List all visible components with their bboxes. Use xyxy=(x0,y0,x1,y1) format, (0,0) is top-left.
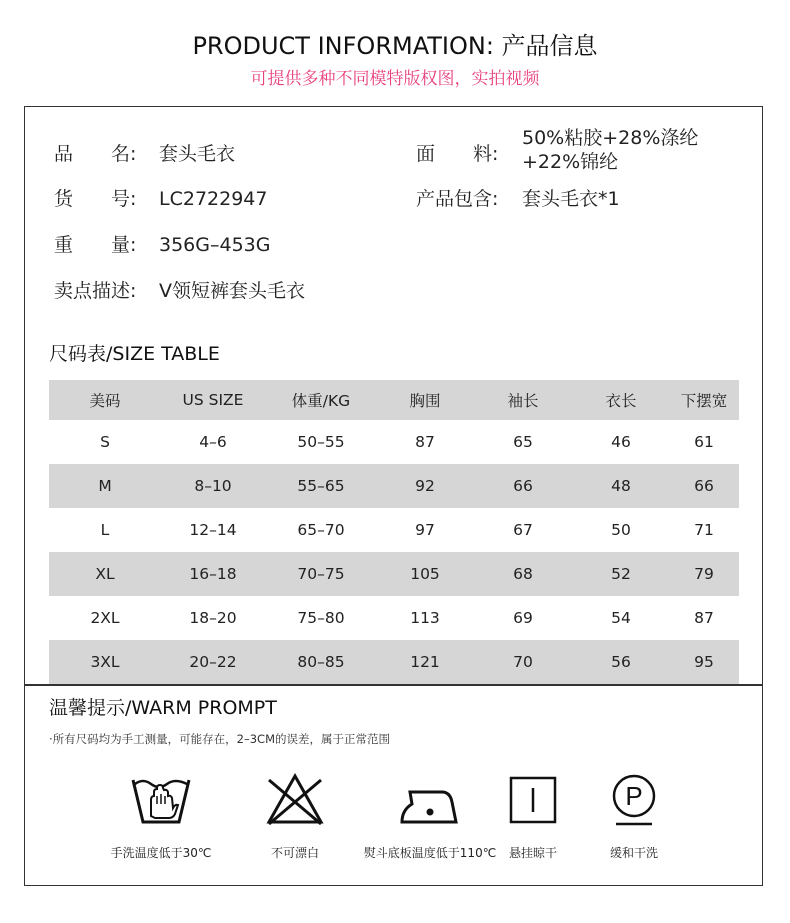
weight-value: 356G–453G xyxy=(159,234,271,256)
table-cell: 18–20 xyxy=(189,609,237,627)
table-cell: 79 xyxy=(694,565,714,583)
product-name-value: 套头毛衣 xyxy=(159,143,236,165)
table-cell: 68 xyxy=(513,565,533,583)
header-cell: 胸围 xyxy=(409,392,441,410)
table-cell: 54 xyxy=(611,609,631,627)
table-row xyxy=(49,464,739,508)
dry-clean-letter: P xyxy=(625,781,643,811)
measurement-note: ·所有尺码均为手工测量，可能存在，2–3CM的误差，属于正常范围 xyxy=(49,732,390,746)
fabric-value-line1: 50%粘胶+28%涤纶 xyxy=(522,127,699,149)
no-bleach-icon xyxy=(263,770,327,830)
table-cell: 50 xyxy=(611,521,631,539)
header-cell: 体重/KG xyxy=(291,392,351,410)
header-cell: US SIZE xyxy=(182,391,244,409)
fabric-value xyxy=(522,126,698,174)
package-label: 产品包含: xyxy=(416,188,499,210)
page-title: PRODUCT INFORMATION: 产品信息 xyxy=(192,32,598,60)
page-subtitle: 可提供多种不同模特版权图，实拍视频 xyxy=(250,69,540,89)
fabric-value-line2: +22%锦纶 xyxy=(522,151,619,173)
size-table-title: 尺码表/SIZE TABLE xyxy=(49,343,220,365)
item-number-value: LC2722947 xyxy=(159,188,268,210)
header-cell: 下摆宽 xyxy=(680,392,728,410)
table-cell: 2XL xyxy=(90,609,120,627)
table-cell: 12–14 xyxy=(189,521,237,539)
table-cell: 66 xyxy=(513,477,533,495)
care-label: 缓和干洗 xyxy=(609,846,658,860)
table-cell: 46 xyxy=(611,433,631,451)
size-table xyxy=(49,380,739,684)
table-cell: 20–22 xyxy=(189,653,237,671)
weight-row xyxy=(54,230,270,257)
header-cell: 衣长 xyxy=(605,392,637,410)
table-cell: 69 xyxy=(513,609,533,627)
warm-prompt-title: 温馨提示/WARM PROMPT xyxy=(49,697,277,719)
care-label: 熨斗底板温度低于110℃ xyxy=(363,846,497,860)
product-name-row xyxy=(54,139,235,166)
table-cell: 71 xyxy=(694,521,714,539)
table-cell: 61 xyxy=(694,433,714,451)
table-cell: 70 xyxy=(513,653,533,671)
table-cell: 105 xyxy=(410,565,440,583)
table-cell: 67 xyxy=(513,521,533,539)
table-cell: 52 xyxy=(611,565,631,583)
table-cell: S xyxy=(100,433,110,451)
table-row xyxy=(49,596,739,640)
care-label: 手洗温度低于30℃ xyxy=(110,846,212,860)
table-cell: XL xyxy=(95,565,115,583)
table-cell: 75–80 xyxy=(297,609,345,627)
selling-point-label: 卖点描述: xyxy=(54,280,137,302)
table-row xyxy=(49,552,739,596)
table-cell: 113 xyxy=(410,609,440,627)
table-cell: 65 xyxy=(513,433,533,451)
line-dry-icon xyxy=(501,770,565,830)
package-value: 套头毛衣*1 xyxy=(522,188,620,210)
table-cell: 87 xyxy=(694,609,714,627)
weight-label: 重 量: xyxy=(54,234,137,256)
table-cell: 4–6 xyxy=(199,433,227,451)
table-cell: 87 xyxy=(415,433,435,451)
table-cell: L xyxy=(100,521,110,539)
table-cell: 3XL xyxy=(90,653,120,671)
care-dry-clean xyxy=(564,770,704,861)
section-divider xyxy=(24,684,763,686)
table-cell: 121 xyxy=(410,653,440,671)
header-cell: 袖长 xyxy=(507,392,539,410)
care-hand-wash xyxy=(91,770,231,861)
item-number-label: 货 号: xyxy=(54,188,137,210)
table-cell: 80–85 xyxy=(297,653,345,671)
table-cell: 48 xyxy=(611,477,631,495)
item-number-row xyxy=(54,184,267,211)
table-cell: 66 xyxy=(694,477,714,495)
hand-wash-icon xyxy=(129,770,193,830)
selling-point-value: V领短裤套头毛衣 xyxy=(159,280,305,302)
table-header-row xyxy=(49,380,739,420)
table-row xyxy=(49,640,739,684)
table-cell: M xyxy=(98,477,112,495)
dry-clean-p-icon xyxy=(602,770,666,830)
table-cell: 55–65 xyxy=(297,477,345,495)
care-label: 悬挂晾干 xyxy=(508,846,557,860)
table-row xyxy=(49,420,739,464)
table-cell: 56 xyxy=(611,653,631,671)
product-name-label: 品 名: xyxy=(54,143,137,165)
table-cell: 95 xyxy=(694,653,714,671)
fabric-label: 面 料: xyxy=(416,143,499,165)
iron-low-icon xyxy=(398,770,462,830)
header-cell: 美码 xyxy=(89,392,121,410)
table-cell: 8–10 xyxy=(194,477,232,495)
care-label: 不可漂白 xyxy=(270,846,319,860)
selling-point-row xyxy=(54,276,305,303)
package-row xyxy=(416,184,620,211)
care-no-bleach xyxy=(225,770,365,861)
table-cell: 16–18 xyxy=(189,565,237,583)
table-cell: 70–75 xyxy=(297,565,345,583)
table-cell: 92 xyxy=(415,477,435,495)
table-row xyxy=(49,508,739,552)
table-cell: 65–70 xyxy=(297,521,345,539)
table-cell: 50–55 xyxy=(297,433,345,451)
table-cell: 97 xyxy=(415,521,435,539)
